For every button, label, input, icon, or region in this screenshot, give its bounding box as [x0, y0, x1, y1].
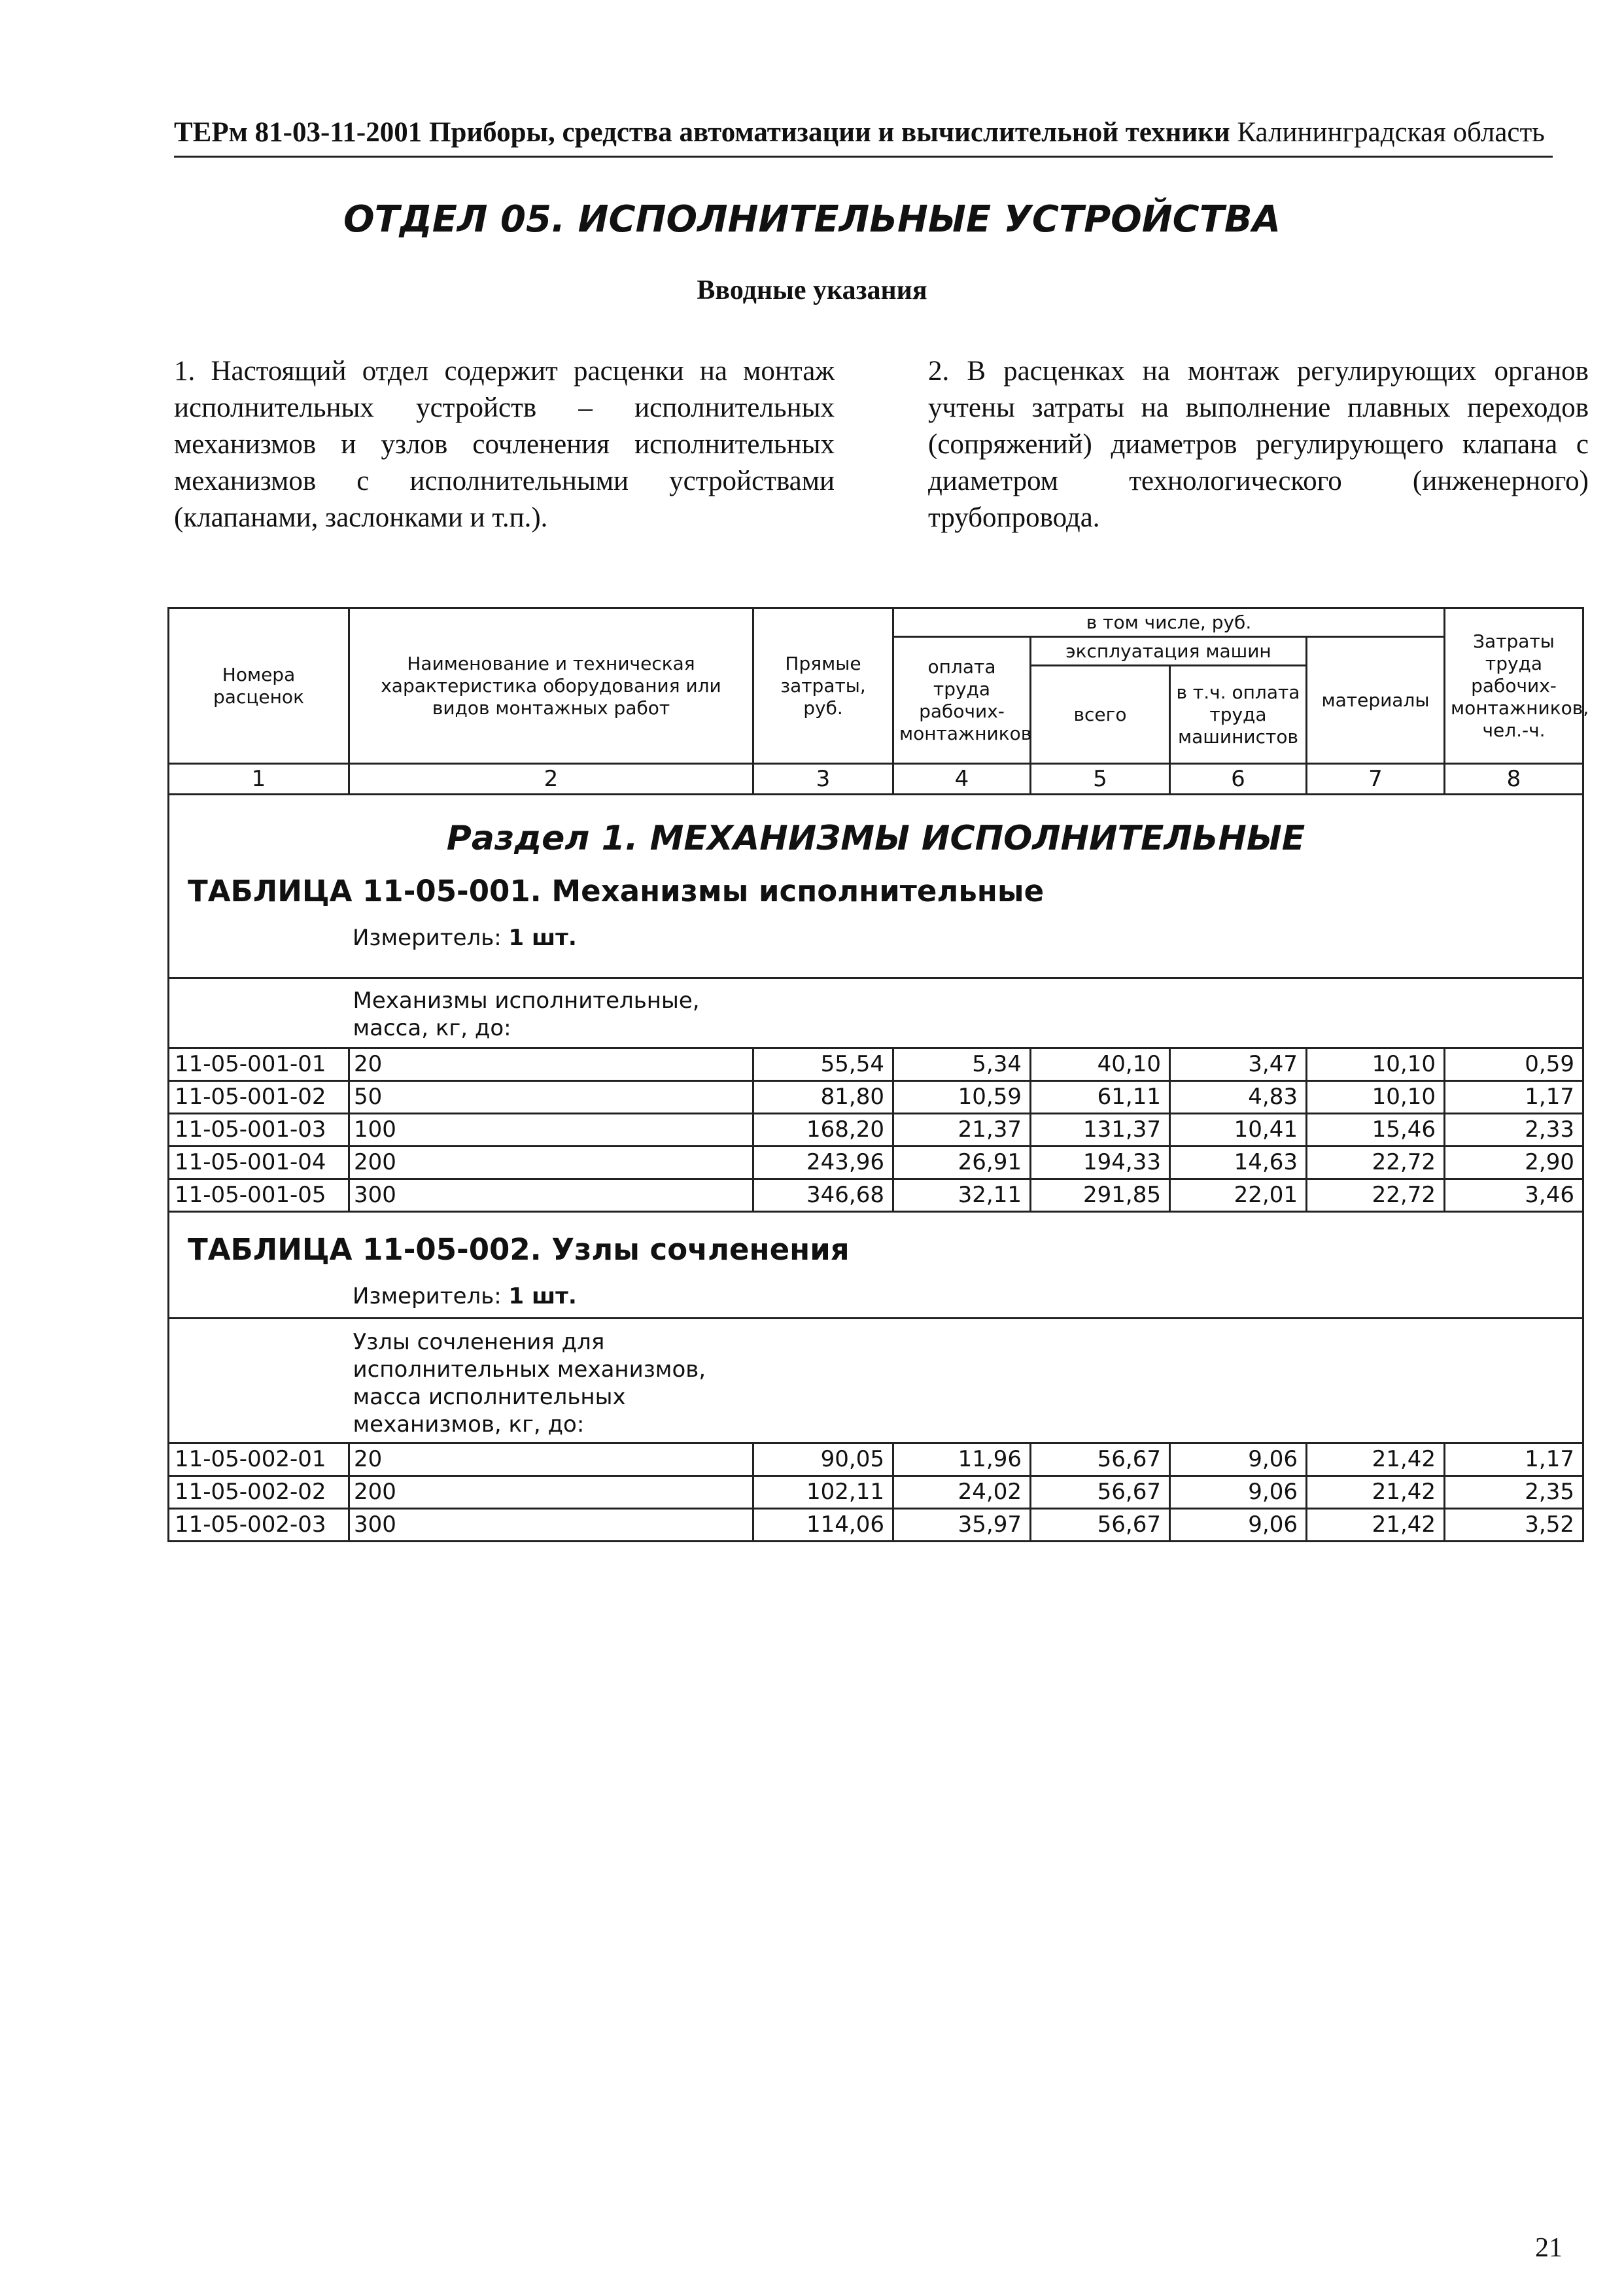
group-description: Узлы сочленения для исполнительных механизмов, масса исполнительных механизмов, кг, до:: [353, 1329, 706, 1438]
labor-pay: 35,97: [893, 1509, 1031, 1542]
labor-cost: 2,90: [1445, 1147, 1583, 1179]
labor-pay: 24,02: [893, 1476, 1031, 1509]
header-including: в том числе, руб.: [893, 608, 1445, 637]
column-number: 2: [349, 764, 753, 795]
document-code-title: ТЕРм 81-03-11-2001 Приборы, средства автоматизации и вычислительной техники: [174, 117, 1230, 148]
header-labor-cost: Затраты труда рабочих-монтажников, чел.-ч.: [1445, 608, 1583, 764]
table-title: ТАБЛИЦА 11-05-001. Механизмы исполнительные: [188, 874, 1045, 908]
rate-name: 200: [349, 1147, 753, 1179]
intro-paragraph-1: 1. Настоящий отдел содержит расценки на монтаж исполнительных устройств – исполнительных механизмов и узлов сочленения исполнительных механизмов с исполнительными устройствами (клапанами, заслонками и т.п.).: [174, 356, 835, 533]
labor-pay: 11,96: [893, 1443, 1031, 1476]
machines-operators: 22,01: [1170, 1179, 1307, 1212]
table-row: [169, 1048, 1583, 1081]
rate-name: 20: [349, 1443, 753, 1476]
direct-costs: 346,68: [753, 1179, 893, 1212]
machines-operators: 9,06: [1170, 1443, 1307, 1476]
header-machines-total: всего: [1031, 666, 1170, 764]
meter-label: Измеритель:: [353, 925, 502, 951]
direct-costs: 102,11: [753, 1476, 893, 1509]
header-direct-costs: Прямые затраты, руб.: [753, 608, 893, 764]
intro-paragraph-2: 2. В расценках на монтаж регулирующих органов учтены затраты на выполнение плавных переходов (сопряжений) диаметров регулирующего клапана с диаметром технологического (инженерного) трубопровода.: [928, 356, 1589, 533]
machines-operators: 9,06: [1170, 1476, 1307, 1509]
labor-pay: 32,11: [893, 1179, 1031, 1212]
labor-pay: 10,59: [893, 1081, 1031, 1114]
table-row: [169, 1114, 1583, 1147]
rate-name: 300: [349, 1509, 753, 1542]
machines-total: 194,33: [1031, 1147, 1170, 1179]
direct-costs: 81,80: [753, 1081, 893, 1114]
running-header: [174, 116, 1553, 158]
machines-total: 291,85: [1031, 1179, 1170, 1212]
machines-total: 56,67: [1031, 1443, 1170, 1476]
column-number: 5: [1031, 764, 1170, 795]
meter-line: [353, 1283, 577, 1309]
column-number: 4: [893, 764, 1031, 795]
page-number: 21: [1535, 2233, 1563, 2263]
machines-total: 40,10: [1031, 1048, 1170, 1081]
rate-name: 300: [349, 1179, 753, 1212]
rate-code: 11-05-001-05: [169, 1179, 349, 1212]
labor-pay: 21,37: [893, 1114, 1031, 1147]
machines-operators: 4,83: [1170, 1081, 1307, 1114]
header-machines: эксплуатация машин: [1031, 637, 1307, 666]
labor-pay: 5,34: [893, 1048, 1031, 1081]
direct-costs: 55,54: [753, 1048, 893, 1081]
table-row: [169, 1443, 1583, 1476]
machines-total: 56,67: [1031, 1509, 1170, 1542]
labor-cost: 0,59: [1445, 1048, 1583, 1081]
machines-operators: 3,47: [1170, 1048, 1307, 1081]
labor-cost: 2,33: [1445, 1114, 1583, 1147]
rate-name: 20: [349, 1048, 753, 1081]
labor-pay: 26,91: [893, 1147, 1031, 1179]
direct-costs: 168,20: [753, 1114, 893, 1147]
header-codes: Номера расценок: [169, 608, 349, 764]
labor-cost: 3,46: [1445, 1179, 1583, 1212]
direct-costs: 90,05: [753, 1443, 893, 1476]
table-row: [169, 1081, 1583, 1114]
table-row: [169, 1476, 1583, 1509]
machines-operators: 14,63: [1170, 1147, 1307, 1179]
direct-costs: 114,06: [753, 1509, 893, 1542]
labor-cost: 2,35: [1445, 1476, 1583, 1509]
meter-value: 1 шт.: [508, 1283, 577, 1309]
section-title: Раздел 1. МЕХАНИЗМЫ ИСПОЛНИТЕЛЬНЫЕ: [446, 819, 1305, 858]
header-machines-operators: в т.ч. оплата труда машинистов: [1170, 666, 1307, 764]
labor-cost: 1,17: [1445, 1443, 1583, 1476]
meter-value: 1 шт.: [508, 925, 577, 951]
column-number: 3: [753, 764, 893, 795]
materials: 21,42: [1307, 1476, 1445, 1509]
rate-code: 11-05-001-04: [169, 1147, 349, 1179]
column-number: 8: [1445, 764, 1583, 795]
materials: 21,42: [1307, 1509, 1445, 1542]
rate-code: 11-05-002-02: [169, 1476, 349, 1509]
table-row: [169, 1179, 1583, 1212]
intro-heading: Вводные указания: [697, 275, 927, 305]
column-number: 6: [1170, 764, 1307, 795]
materials: 21,42: [1307, 1443, 1445, 1476]
labor-cost: 3,52: [1445, 1509, 1583, 1542]
materials: 10,10: [1307, 1048, 1445, 1081]
meter-line: [353, 925, 577, 951]
materials: 15,46: [1307, 1114, 1445, 1147]
rates-table: [167, 607, 1589, 1542]
department-title: ОТДЕЛ 05. ИСПОЛНИТЕЛЬНЫЕ УСТРОЙСТВА: [343, 198, 1281, 241]
rate-code: 11-05-001-01: [169, 1048, 349, 1081]
labor-cost: 1,17: [1445, 1081, 1583, 1114]
machines-total: 61,11: [1031, 1081, 1170, 1114]
machines-operators: 9,06: [1170, 1509, 1307, 1542]
rate-name: 200: [349, 1476, 753, 1509]
group-description: Механизмы исполнительные, масса, кг, до:: [353, 988, 700, 1041]
rate-code: 11-05-002-01: [169, 1443, 349, 1476]
table-row: [169, 1147, 1583, 1179]
header-materials: материалы: [1307, 637, 1445, 764]
machines-total: 131,37: [1031, 1114, 1170, 1147]
column-number: 1: [169, 764, 349, 795]
materials: 22,72: [1307, 1147, 1445, 1179]
table-title: ТАБЛИЦА 11-05-002. Узлы сочленения: [188, 1232, 850, 1267]
column-number: 7: [1307, 764, 1445, 795]
rate-code: 11-05-001-03: [169, 1114, 349, 1147]
machines-operators: 10,41: [1170, 1114, 1307, 1147]
region-label: Калининградская область: [1237, 117, 1545, 148]
rate-code: 11-05-001-02: [169, 1081, 349, 1114]
materials: 10,10: [1307, 1081, 1445, 1114]
direct-costs: 243,96: [753, 1147, 893, 1179]
table-row: [169, 1509, 1583, 1542]
header-name: Наименование и техническая характеристика оборудования или видов монтажных работ: [349, 608, 753, 764]
rate-code: 11-05-002-03: [169, 1509, 349, 1542]
rate-name: 50: [349, 1081, 753, 1114]
meter-label: Измеритель:: [353, 1283, 502, 1309]
materials: 22,72: [1307, 1179, 1445, 1212]
machines-total: 56,67: [1031, 1476, 1170, 1509]
rate-name: 100: [349, 1114, 753, 1147]
header-labor-pay: оплата труда рабочих-монтажников: [893, 637, 1031, 764]
